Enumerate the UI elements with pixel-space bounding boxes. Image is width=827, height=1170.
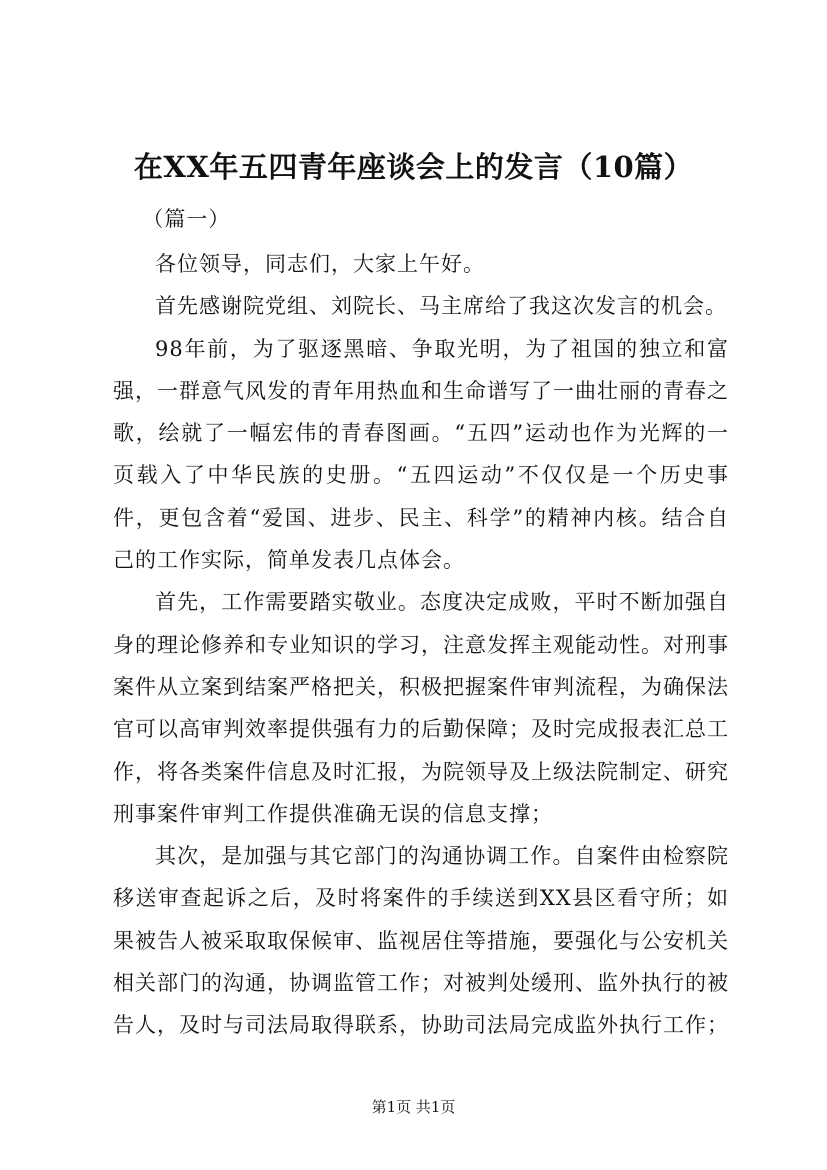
document-title: 在XX年五四青年座谈会上的发言（10篇） [133, 150, 694, 184]
document-body [113, 203, 729, 1047]
section-label: （篇一） [142, 207, 231, 231]
paragraph-greeting: 各位领导，同志们，大家上午好。 [155, 252, 485, 276]
paragraph-point-two: 其次，是加强与其它部门的沟通协调工作。自案件由检察院移送审查起诉之后，及时将案件的手续送到XX县区看守所；如果被告人被采取取保候审、监视居住等措施，要强化与公安机关相关部门的沟通，协调监管工作；对被判处缓刑、监外执行的被告人，及时与司法局取得联系，协助司法局完成监外执行工作； [113, 844, 729, 1038]
paragraph-history: 98年前，为了驱逐黑暗、争取光明，为了祖国的独立和富强，一群意气风发的青年用热血和生命谱写了一曲壮丽的青春之歌，绘就了一幅宏伟的青春图画。“五四”运动也作为光辉的一页载入了中华民族的史册。“五四运动”不仅仅是一个历史事件，更包含着“爱国、进步、民主、科学”的精神内核。结合自己的工作实际，简单发表几点体会。 [113, 336, 729, 573]
paragraph-thanks: 首先感谢院党组、刘院长、马主席给了我这次发言的机会。 [155, 294, 727, 319]
page-footer: 第1页 共1页 [371, 1098, 456, 1116]
paragraph-point-one: 首先，工作需要踏实敬业。态度决定成败，平时不断加强自身的理论修养和专业知识的学习，注意发挥主观能动性。对刑事案件从立案到结案严格把关，积极把握案件审判流程，为确保法官可以高审判效率提供强有力的后勤保障；及时完成报表汇总工作，将各类案件信息及时汇报，为院领导及上级法院制定、研究刑事案件审判工作提供准确无误的信息支撑； [113, 590, 729, 826]
